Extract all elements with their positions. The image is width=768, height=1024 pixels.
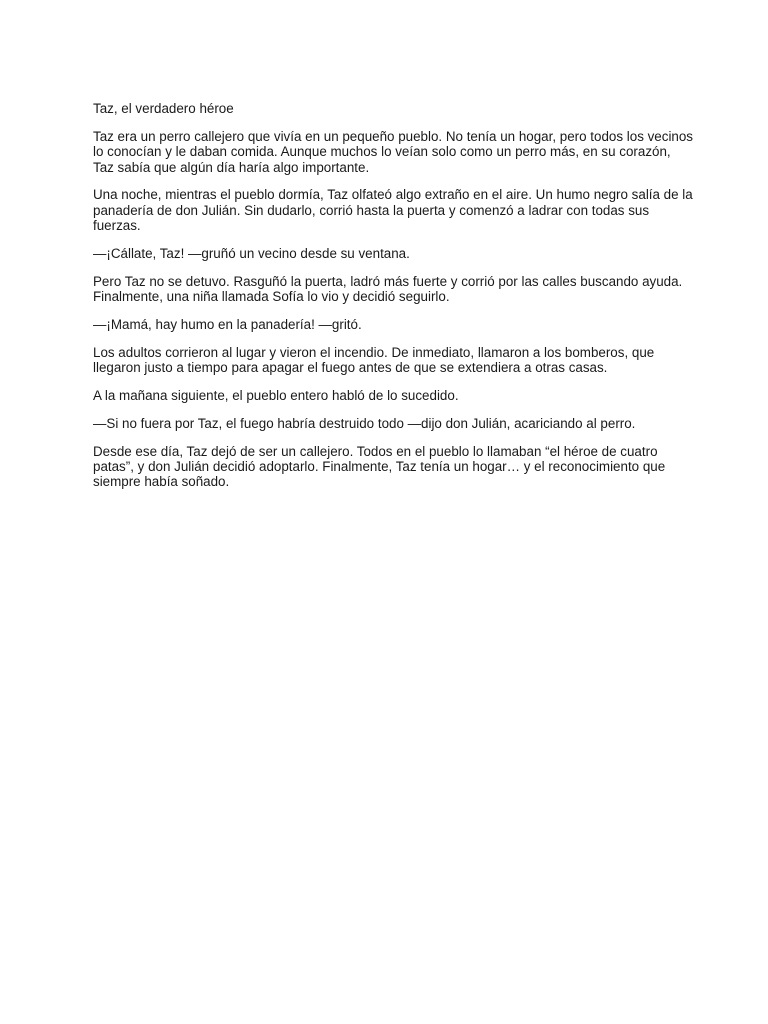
paragraph-2: Una noche, mientras el pueblo dormía, Taz olfateó algo extraño en el aire. Un humo negro salía de la panadería de don Julián. Sin dudarlo, corrió hasta la puerta y comenzó a ladrar con todas sus fuerzas. xyxy=(93,187,693,234)
paragraph-7: A la mañana siguiente, el pueblo entero habló de lo sucedido. xyxy=(93,388,459,404)
paragraph-1: Taz era un perro callejero que vivía en un pequeño pueblo. No tenía un hogar, pero todos los vecinos lo conocían y le daban comida. Aunque muchos lo veían solo como un perro más, en su corazón, Taz sabía que algún día haría algo importante. xyxy=(93,128,694,175)
paragraph-5-dialogue: —¡Mamá, hay humo en la panadería! —gritó. xyxy=(93,317,362,333)
paragraph-6: Los adultos corrieron al lugar y vieron el incendio. De inmediato, llamaron a los bomberos, que llegaron justo a tiempo para apagar el fuego antes de que se extendiera a otras casas. xyxy=(93,344,655,376)
document-page xyxy=(93,101,693,502)
paragraph-4: Pero Taz no se detuvo. Rasguñó la puerta, ladró más fuerte y corrió por las calles buscando ayuda. Finalmente, una niña llamada Sofía lo vio y decidió seguirlo. xyxy=(93,273,683,305)
paragraph-3-dialogue: —¡Cállate, Taz! —gruñó un vecino desde su ventana. xyxy=(93,246,410,262)
paragraph-8-dialogue: —Si no fuera por Taz, el fuego habría destruido todo —dijo don Julián, acariciando al perro. xyxy=(93,415,636,431)
paragraph-9: Desde ese día, Taz dejó de ser un callejero. Todos en el pueblo lo llamaban “el héroe de cuatro patas”, y don Julián decidió adoptarlo. Finalmente, Taz tenía un hogar… y el reconocimiento que siempre había soñado. xyxy=(93,443,666,490)
document-title: Taz, el verdadero héroe xyxy=(93,101,234,116)
